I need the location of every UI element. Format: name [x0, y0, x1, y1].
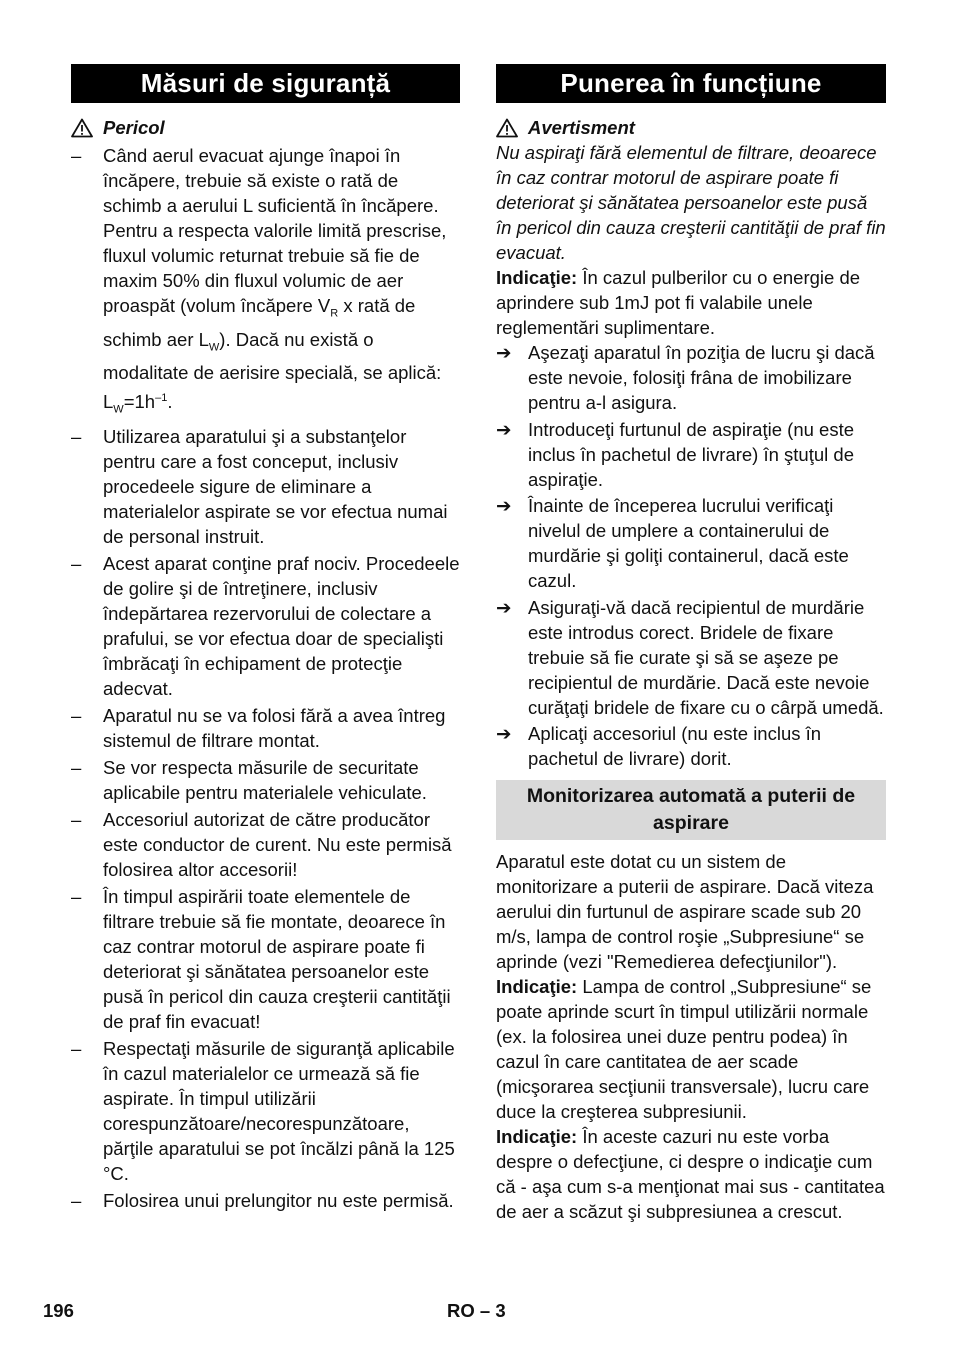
list-item — [71, 755, 460, 805]
item-text: Folosirea unui prelungitor nu este permisă. — [103, 1190, 454, 1212]
step-text: Introduceţi furtunul de aspiraţie (nu este inclus în pachetul de livrare) în ştuţul de aspiraţie. — [528, 418, 854, 490]
note-text: În aceste cazuri nu este vorba despre o defecţiune, ci despre o indicaţie cum că - aşa cum s-a menţionat mai sus - cantitatea de aer a scăzut şi subpresiunea a crescut. — [496, 1126, 885, 1222]
safety-section — [71, 64, 460, 1215]
step-item — [496, 595, 886, 720]
subsection-title: Monitorizarea automată a puterii de aspirare — [496, 780, 886, 840]
danger-heading — [71, 115, 460, 140]
arrow-icon: ➔ — [496, 723, 512, 744]
item-text: Accesoriul autorizat de către producător este conductor de curent. Nu este permisă folosirea altor accesorii! — [103, 809, 452, 881]
warning-text: Nu aspiraţi fără elementul de filtrare, deoarece în caz contrar motorul de aspirare poate fi deteriorat şi sănătatea persoanelor este pusă în pericol din cauza creşterii cantităţii de praf fin evacuat. — [496, 142, 886, 263]
list-item — [71, 424, 460, 549]
item-text: Când aerul evacuat ajunge înapoi în încăpere, trebuie să existe o rată de schimb a aerului L suficientă în încăpere. Pentru a respecta valorile limită prescrise, fluxul volumic returnat trebuie să fie de maxim 50% din fluxul volumic de aer proaspăt (volum încăpere $V_R$ x rată de schimb aer $L_W$). Dacă nu există o modalitate de aerisire specială, se aplică: $L_W=1h^{-1}$. — [103, 145, 447, 416]
step-item — [496, 721, 886, 771]
step-item — [496, 340, 886, 415]
safety-title: Măsuri de siguranță — [71, 64, 460, 103]
note-label: Indicaţie: — [496, 267, 578, 288]
page-number: 196 — [43, 1300, 74, 1321]
dash-marker: – — [71, 1038, 82, 1060]
item-text: Respectaţi măsurile de siguranţă aplicabile în cazul materialelor ce urmează să fie aspirate. În timpul utilizării corespunzătoare/necorespunzătoare, părţile aparatului se pot încălzi până la 125 °C. — [103, 1038, 455, 1185]
note-label: Indicaţie: — [496, 976, 578, 997]
dash-marker: – — [71, 705, 82, 727]
list-item — [71, 1188, 460, 1213]
page-code: RO – 3 — [447, 1300, 506, 1321]
startup-section — [496, 64, 886, 1224]
item-text: În timpul aspirării toate elementele de filtrare trebuie să fie montate, deoarece în caz contrar motorul de aspirare poate fi deteriorat şi sănătatea persoanelor este pusă în pericol din cauza creşterii cantităţii de praf fin evacuat! — [103, 886, 451, 1033]
note-paragraph — [496, 974, 886, 1124]
subsection-text: Aparatul este dotat cu un sistem de monitorizare a puterii de aspirare. Dacă viteza aerului din furtunul de aspirare scade sub 20 m/s, lampa de control roşie „Subpresiune“ se aprinde (vezi "Remedierea defecţiunilor"). — [496, 851, 874, 972]
dash-marker: – — [71, 809, 82, 831]
arrow-icon: ➔ — [496, 495, 512, 516]
note-paragraph — [496, 265, 886, 340]
note-label: Indicaţie: — [496, 1126, 578, 1147]
item-text: Acest aparat conţine praf nociv. Procedeele de golire şi de întreţinere, inclusiv îndepărtarea rezervorului de colectare a prafului, se vor efectua doar de specialişti îmbrăcaţi în echipament de protecţie adecvat. — [103, 553, 460, 700]
list-item — [71, 1036, 460, 1186]
step-text: Aplicaţi accesoriul (nu este inclus în pachetul de livrare) dorit. — [528, 723, 822, 769]
dash-marker: – — [71, 145, 82, 166]
warning-triangle-icon — [71, 118, 93, 138]
list-item — [71, 807, 460, 882]
dash-marker: – — [71, 1190, 82, 1212]
dash-marker: – — [71, 757, 82, 779]
steps-list — [496, 340, 886, 771]
danger-label: Pericol — [103, 117, 165, 138]
list-item — [71, 551, 460, 701]
list-item — [71, 884, 460, 1034]
item-text: Se vor respecta măsurile de securitate aplicabile pentru materialele vehiculate. — [103, 757, 427, 804]
step-text: Aşezaţi aparatul în poziţia de lucru şi dacă este nevoie, folosiţi frâna de imobilizare pentru a-l asigura. — [528, 342, 875, 413]
note-paragraph — [496, 1124, 886, 1224]
safety-list — [71, 143, 460, 1213]
dash-marker: – — [71, 553, 82, 575]
item-text: Aparatul nu se va folosi fără a avea întreg sistemul de filtrare montat. — [103, 705, 446, 752]
warning-triangle-icon — [496, 118, 518, 138]
arrow-icon: ➔ — [496, 418, 512, 440]
dash-marker: – — [71, 886, 82, 908]
list-item — [71, 703, 460, 753]
arrow-icon: ➔ — [496, 342, 512, 363]
arrow-icon: ➔ — [496, 596, 512, 618]
list-item — [71, 143, 460, 422]
step-item — [496, 493, 886, 593]
warning-label: Avertisment — [528, 117, 635, 138]
item-text: Utilizarea aparatului şi a substanţelor pentru care a fost conceput, inclusiv procedeele sigure de eliminare a materialelor aspirate se vor efectua numai de personal instruit. — [103, 426, 448, 548]
note-text: Lampa de control „Subpresiune“ se poate aprinde scurt în timpul utilizării normale (ex. la folosirea unei duze pentru podea) în cazul în care cantitatea de aer scade (micşorarea secţiunii transversale), lucru care duce la creşterea subpresiunii. — [496, 976, 872, 1122]
note-text: În cazul pulberilor cu o energie de aprindere sub 1mJ pot fi valabile unele reglementări suplimentare. — [496, 267, 861, 338]
step-text: Asiguraţi-vă dacă recipientul de murdărie este introdus corect. Bridele de fixare trebuie să fie curate şi să se aşeze pe recipientul de murdărie. Dacă este nevoie curăţaţi bridele de fixare cu o cârpă umedă. — [528, 596, 884, 718]
step-item — [496, 417, 886, 492]
step-text: Înainte de începerea lucrului verificaţi nivelul de umplere a containerului de murdărie şi goliţi containerul, dacă este cazul. — [528, 495, 849, 591]
warning-heading — [496, 115, 886, 140]
startup-title: Punerea în funcțiune — [496, 64, 886, 103]
dash-marker: – — [71, 426, 82, 448]
